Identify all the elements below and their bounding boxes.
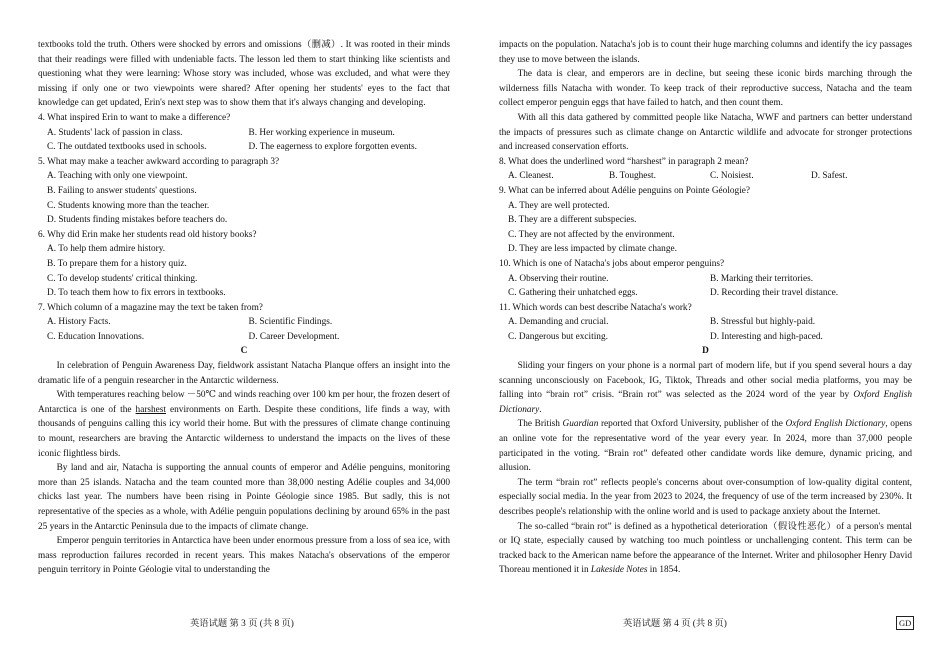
option-c: C. Gathering their unhatched eggs. [508, 288, 638, 299]
passage-c-paragraph-6: With all this data gathered by committed people like Natacha, WWF and partners can better understand the impacts of pressures such as climate change on Antarctic wildlife and advocate for stronger protections and increased conservation efforts. [499, 112, 912, 153]
option-d: D. Students finding mistakes before teachers do. [47, 215, 228, 226]
option-c: C. Noisiest. [710, 171, 754, 182]
option-a: A. History Facts. [47, 317, 111, 328]
passage-d-paragraph-1 [499, 359, 912, 417]
option-a: A. Observing their routine. [508, 273, 609, 284]
question-stem: 8. What does the underlined word “harshest” in paragraph 2 mean? [499, 156, 749, 167]
option-d: D. Safest. [811, 171, 848, 182]
passage-d-paragraph-2 [499, 417, 912, 475]
question-8 [499, 155, 912, 184]
question-stem: 9. What can be inferred about Adélie penguins on Pointe Géologie? [499, 185, 751, 196]
option-d: D. They are less impacted by climate change. [508, 244, 677, 255]
option-b: B. Stressful but highly-paid. [710, 317, 816, 328]
text-segment: environments on Earth. Despite these conditions, life finds a way, with thousands of penguins calling this icy world their home. But with the pressures of climate change continuing to mount, researchers are braving the Antarctic wilderness to understand the impacts on the lives of these iconic flightless birds. [38, 404, 450, 459]
section-c-heading: C [240, 346, 248, 357]
italic-title: Oxford English Dictionary [499, 390, 912, 415]
text-segment: Sliding your fingers on your phone is a normal part of modern life, but if you spend several hours a day scanning unconsciously on Facebook, IG, Tiktok, Threads and other social media platforms, you may be falling into “brain rot” crisis. “Brain rot” was selected as the 2024 word of the year by [499, 361, 912, 401]
right-page-column [499, 38, 912, 578]
option-c: C. Dangerous but exciting. [508, 331, 608, 342]
text-segment: The British [517, 419, 563, 430]
passage-d-paragraph-3: The term “brain rot” reflects people's concerns about over-consumption of low-quality digital content, especially social media. In the year from 2023 to 2024, the frequency of use of the term increased by 230%. It describes people's relationship with the online world and is used to package anxiety about the Internet. [499, 477, 912, 517]
question-stem: 7. Which column of a magazine may the text be taken from? [38, 302, 263, 313]
option-d: D. Career Development. [248, 331, 340, 342]
text-segment: reported that Oxford University, publisher of the [598, 419, 786, 430]
page-footer-left: 英语试题 第 3 页 (共 8 页) [190, 619, 294, 629]
passage-c-paragraph-3: By land and air, Natacha is supporting the annual counts of emperor and Adélie penguins, monitoring more than 25 islands. Natacha and the team counted more than 38,000 nesting Adélie couples and 34,000 chicks last year. The numbers have been rising in Pointe Géologie since 1985. But sadly, this is not representative of the species as a whole, with Adélie penguin populations declining by around 65% in the past 25 years in the Antarctic Peninsula due to the impacts of climate change. [38, 463, 450, 532]
italic-title: Oxford English Dictionary [785, 419, 886, 430]
question-5 [38, 155, 450, 228]
text-segment: The so-called “brain rot” is defined as a hypothetical deterioration（假设性恶化）of a person's mental or IQ state, especially caused by watching too much pointless or unchallenging content. This term can be tracked back to the American name before the appearance of the Internet. Writer and philosopher Henry David Thoreau mentioned it in [499, 521, 912, 576]
option-a: A. To help them admire history. [47, 244, 166, 255]
option-b: B. Her working experience in museum. [248, 127, 395, 138]
text-segment: , opens an online vote for the representative word of the year every year. In 2024, more than 37,000 people participated in the voting. “Brain rot” defeated other candidate words like demure, dynamic pricing, and allusion. [499, 419, 912, 474]
option-c: C. The outdated textbooks used in schools. [47, 142, 207, 153]
option-a: A. Students' lack of passion in class. [47, 127, 183, 138]
section-d-heading: D [702, 346, 709, 357]
question-6 [38, 228, 450, 301]
option-a: A. They are well protected. [508, 200, 610, 211]
option-a: A. Demanding and crucial. [508, 317, 609, 328]
option-d: D. Recording their travel distance. [710, 288, 839, 299]
option-d: D. Interesting and high-paced. [710, 331, 823, 342]
option-b: B. Failing to answer students' questions. [47, 185, 197, 196]
option-d: D. To teach them how to fix errors in textbooks. [47, 288, 226, 299]
question-10 [499, 257, 912, 301]
option-c: C. Students knowing more than the teacher. [47, 200, 210, 211]
passage-c-paragraph-1: In celebration of Penguin Awareness Day, fieldwork assistant Natacha Planque offers an insight into the dramatic life of a penguin researcher in the Antarctic wilderness. [38, 361, 450, 386]
question-11 [499, 301, 912, 345]
page-footer-right: 英语试题 第 4 页 (共 8 页) [623, 619, 727, 629]
option-c: C. Education Innovations. [47, 331, 145, 342]
question-9 [499, 184, 912, 257]
option-b: B. Marking their territories. [710, 273, 814, 284]
option-c: C. They are not affected by the environment. [508, 229, 675, 240]
passage-c-paragraph-2 [38, 388, 450, 461]
question-stem: 5. What may make a teacher awkward according to paragraph 3? [38, 156, 280, 167]
option-b: B. Scientific Findings. [248, 317, 333, 328]
passage-d-paragraph-4 [499, 520, 912, 578]
passage-c-paragraph-4: Emperor penguin territories in Antarctica have been under enormous pressure from a loss of sea ice, with mass reproduction failures recorded in recent years. This makes Natacha's observations of the emperor penguin territory in Pointe Géologie vital to understanding the [38, 536, 450, 576]
italic-title: Guardian [562, 419, 599, 430]
option-c: C. To develop students' critical thinking. [47, 273, 198, 284]
left-page-column [38, 38, 450, 578]
exam-code-badge: GD [896, 616, 914, 630]
question-stem: 11. Which words can best describe Natacha's work? [499, 302, 692, 313]
underlined-word: harshest [135, 404, 167, 415]
passage-c-paragraph-4-continued: impacts on the population. Natacha's job is to count their huge marching columns and identify the icy passages they use to move between the islands. [499, 40, 912, 65]
passage-c-paragraph-5: The data is clear, and emperors are in decline, but seeing these iconic birds marching through the wilderness fills Natacha with wonder. To keep track of their reproductive success, Natacha and the team collect emperor penguin eggs that have failed to hatch, and then count them. [499, 69, 912, 109]
question-stem: 4. What inspired Erin to want to make a difference? [38, 112, 231, 123]
option-d: D. The eagerness to explore forgotten events. [248, 142, 417, 153]
question-7 [38, 301, 450, 345]
option-a: A. Teaching with only one viewpoint. [47, 171, 188, 182]
question-stem: 10. Which is one of Natacha's jobs about emperor penguins? [499, 258, 725, 269]
italic-title: Lakeside Notes [590, 565, 648, 576]
passage-b-closing-paragraph: textbooks told the truth. Others were shocked by errors and omissions（删减）. It was rooted in their minds that their readings were filled with undeniable facts. The lesson led them to start thinking like scientists and questioning what they were learning: Whose story was included, whose was excluded, and what were they missing if only one or two viewpoints were shared? After opening her students' eyes to the fact that knowledge can get updated, Erin's next step was to show them that it's always changing and developing. [38, 40, 450, 109]
option-b: B. Toughest. [609, 171, 656, 182]
text-segment: in 1854. [647, 565, 681, 576]
option-b: B. To prepare them for a history quiz. [47, 258, 187, 269]
option-b: B. They are a different subspecies. [508, 215, 637, 226]
option-a: A. Cleanest. [508, 171, 554, 182]
text-segment: . [539, 404, 542, 415]
text-segment: With temperatures reaching below －50℃ and winds reaching over 100 km per hour, the frozen desert of Antarctica is one of the [38, 390, 450, 415]
question-stem: 6. Why did Erin make her students read old history books? [38, 229, 257, 240]
question-4 [38, 111, 450, 155]
